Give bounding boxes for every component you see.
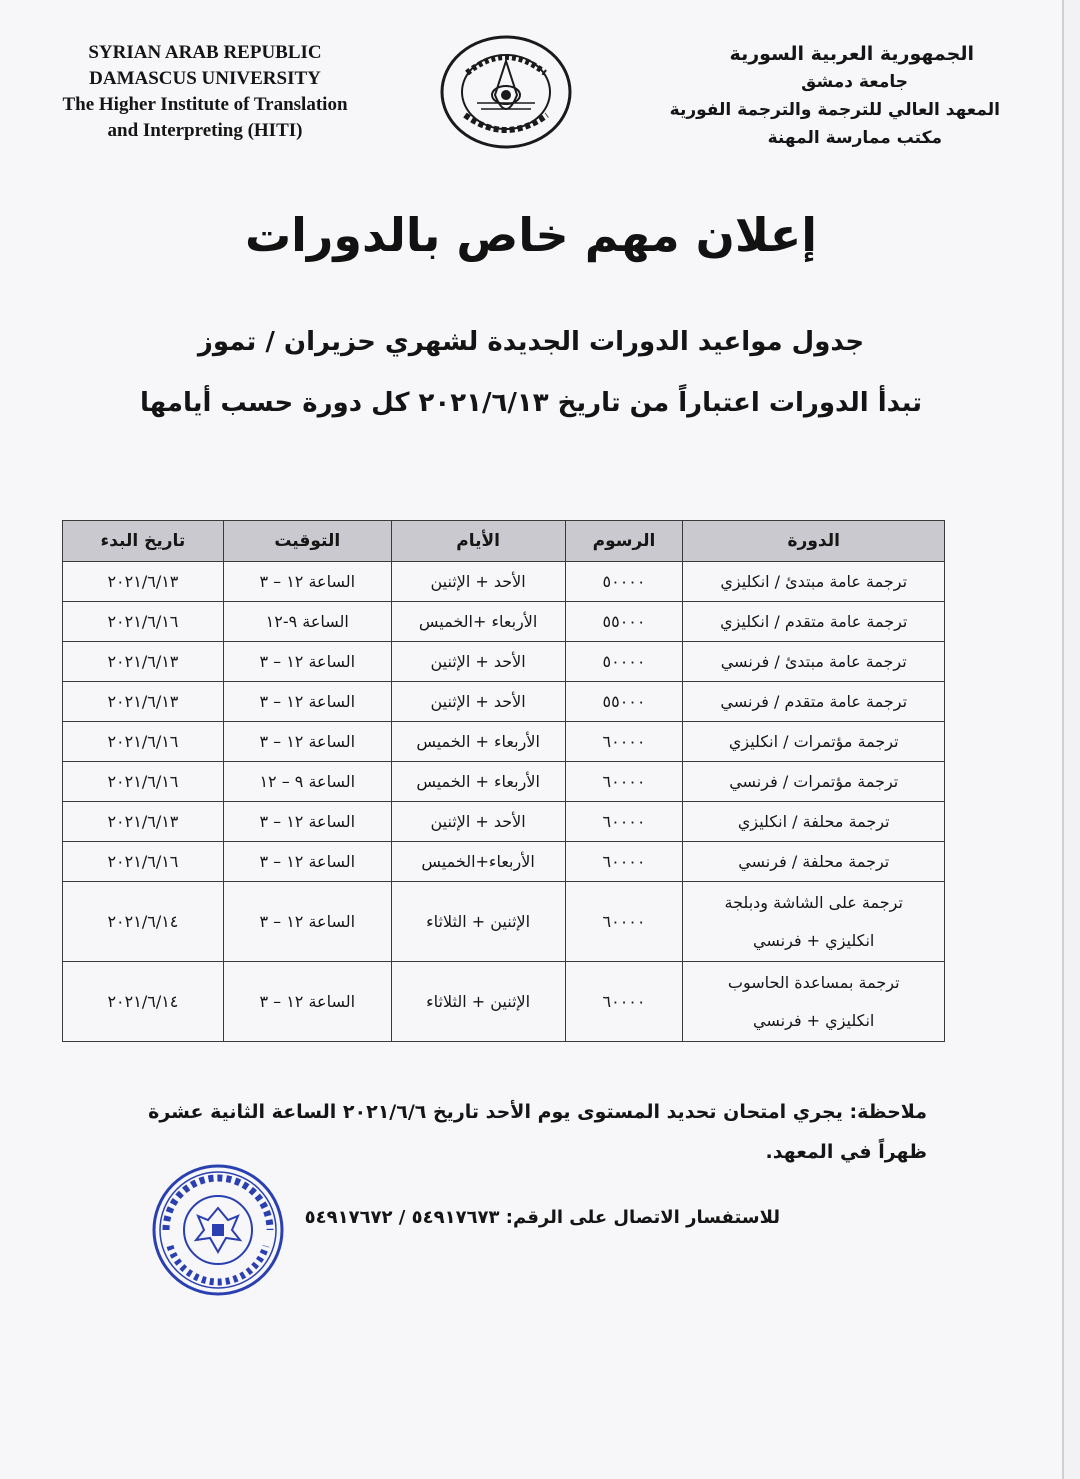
- table-row: [63, 962, 945, 1042]
- cell-start-date: ٢٠٢١/٦/١٣: [63, 642, 224, 682]
- cell-course: ترجمة مؤتمرات / انكليزي: [683, 722, 945, 762]
- header-en-university: DAMASCUS UNIVERSITY: [89, 68, 321, 89]
- cell-course-line2: انكليزي + فرنسي: [753, 930, 875, 950]
- header-ar-country: الجمهورية العربية السورية: [729, 43, 974, 65]
- cell-fees: ٦٠٠٠٠: [565, 882, 683, 962]
- header-english: [40, 40, 370, 144]
- courses-table: [62, 520, 945, 1042]
- cell-course: [683, 962, 945, 1042]
- cell-days: الأربعاء +الخميس: [391, 602, 565, 642]
- cell-start-date: ٢٠٢١/٦/١٦: [63, 842, 224, 882]
- cell-days: الأحد + الإثنين: [391, 682, 565, 722]
- cell-start-date: ٢٠٢١/٦/١٣: [63, 562, 224, 602]
- header-ar-institute: المعهد العالي للترجمة والترجمة الفورية: [669, 100, 1000, 120]
- announcement-title: إعلان مهم خاص بالدورات: [244, 208, 818, 262]
- cell-fees: ٥٠٠٠٠: [565, 562, 683, 602]
- header-course: الدورة: [683, 521, 945, 562]
- header-time: التوقيت: [223, 521, 391, 562]
- cell-days: الإثنين + الثلاثاء: [391, 962, 565, 1042]
- header-days: الأيام: [391, 521, 565, 562]
- cell-time: الساعة ١٢ – ٣: [223, 962, 391, 1042]
- level-exam-note: ملاحظة: يجري امتحان تحديد المستوى يوم الأحد تاريخ ٢٠٢١/٦/٦ الساعة الثانية عشرة ظهراً في المعهد.: [148, 1101, 927, 1163]
- start-date-subtitle: تبدأ الدورات اعتباراً من تاريخ ٢٠٢١/٦/١٣ كل دورة حسب أيامها: [139, 388, 923, 418]
- table-row: [63, 602, 945, 642]
- cell-start-date: ٢٠٢١/٦/١٤: [63, 962, 224, 1042]
- cell-days: الأربعاء + الخميس: [391, 762, 565, 802]
- cell-time: الساعة ١٢ – ٣: [223, 842, 391, 882]
- cell-fees: ٦٠٠٠٠: [565, 842, 683, 882]
- official-stamp-icon: [148, 1160, 288, 1300]
- cell-time: الساعة ٩ – ١٢: [223, 762, 391, 802]
- cell-time: الساعة ١٢ – ٣: [223, 882, 391, 962]
- cell-course-line1: ترجمة بمساعدة الحاسوب: [727, 972, 900, 992]
- header-arabic: [660, 40, 1000, 152]
- header-fees: الرسوم: [565, 521, 683, 562]
- cell-time: الساعة ١٢ – ٣: [223, 802, 391, 842]
- cell-start-date: ٢٠٢١/٦/١٣: [63, 802, 224, 842]
- cell-course: ترجمة عامة مبتدئ / فرنسي: [683, 642, 945, 682]
- cell-fees: ٦٠٠٠٠: [565, 802, 683, 842]
- table-row: [63, 882, 945, 962]
- header-en-institute: The Higher Institute of Translation: [62, 94, 348, 115]
- cell-course: ترجمة عامة متقدم / انكليزي: [683, 602, 945, 642]
- cell-fees: ٥٥٠٠٠: [565, 682, 683, 722]
- cell-course: ترجمة محلفة / فرنسي: [683, 842, 945, 882]
- header-ar-office: مكتب ممارسة المهنة: [767, 128, 942, 148]
- table-row: [63, 682, 945, 722]
- header-ar-university: جامعة دمشق: [801, 72, 908, 92]
- header-en-institute-cont: and Interpreting (HITI): [107, 120, 303, 141]
- schedule-subtitle: جدول مواعيد الدورات الجديدة لشهري حزيران / تموز: [197, 327, 865, 357]
- cell-days: الأحد + الإثنين: [391, 562, 565, 602]
- table-row: [63, 842, 945, 882]
- cell-start-date: ٢٠٢١/٦/١٦: [63, 722, 224, 762]
- cell-days: الأحد + الإثنين: [391, 802, 565, 842]
- cell-course: ترجمة محلفة / انكليزي: [683, 802, 945, 842]
- cell-fees: ٦٠٠٠٠: [565, 962, 683, 1042]
- cell-fees: ٦٠٠٠٠: [565, 722, 683, 762]
- cell-time: الساعة ١٢ – ٣: [223, 642, 391, 682]
- cell-days: الأربعاء+الخميس: [391, 842, 565, 882]
- cell-fees: ٥٠٠٠٠: [565, 642, 683, 682]
- cell-time: الساعة ١٢ – ٣: [223, 682, 391, 722]
- table-row: [63, 642, 945, 682]
- cell-time: الساعة ١٢ – ٣: [223, 562, 391, 602]
- cell-course: ترجمة عامة مبتدئ / انكليزي: [683, 562, 945, 602]
- table-row: [63, 562, 945, 602]
- table-row: [63, 722, 945, 762]
- cell-time: الساعة ٩-١٢: [223, 602, 391, 642]
- table-row: [63, 802, 945, 842]
- cell-course: [683, 882, 945, 962]
- cell-days: الإثنين + الثلاثاء: [391, 882, 565, 962]
- header-start-date: تاريخ البدء: [63, 521, 224, 562]
- contact-info: للاستفسار الاتصال على الرقم: ٥٤٩١٧٦٧٣ / ٥٤٩١٧٦٧٢: [304, 1207, 780, 1228]
- cell-start-date: ٢٠٢١/٦/١٦: [63, 602, 224, 642]
- cell-course: ترجمة عامة متقدم / فرنسي: [683, 682, 945, 722]
- table-row: [63, 762, 945, 802]
- cell-fees: ٥٥٠٠٠: [565, 602, 683, 642]
- cell-fees: ٦٠٠٠٠: [565, 762, 683, 802]
- cell-start-date: ٢٠٢١/٦/١٣: [63, 682, 224, 722]
- cell-days: الأربعاء + الخميس: [391, 722, 565, 762]
- header-en-country: SYRIAN ARAB REPUBLIC: [88, 42, 322, 63]
- university-seal-icon: [437, 33, 575, 151]
- cell-time: الساعة ١٢ – ٣: [223, 722, 391, 762]
- cell-start-date: ٢٠٢١/٦/١٦: [63, 762, 224, 802]
- cell-course: ترجمة مؤتمرات / فرنسي: [683, 762, 945, 802]
- cell-course-line1: ترجمة على الشاشة ودبلجة: [724, 892, 903, 912]
- cell-course-line2: انكليزي + فرنسي: [753, 1010, 875, 1030]
- table-header-row: [63, 521, 945, 562]
- cell-days: الأحد + الإثنين: [391, 642, 565, 682]
- cell-start-date: ٢٠٢١/٦/١٤: [63, 882, 224, 962]
